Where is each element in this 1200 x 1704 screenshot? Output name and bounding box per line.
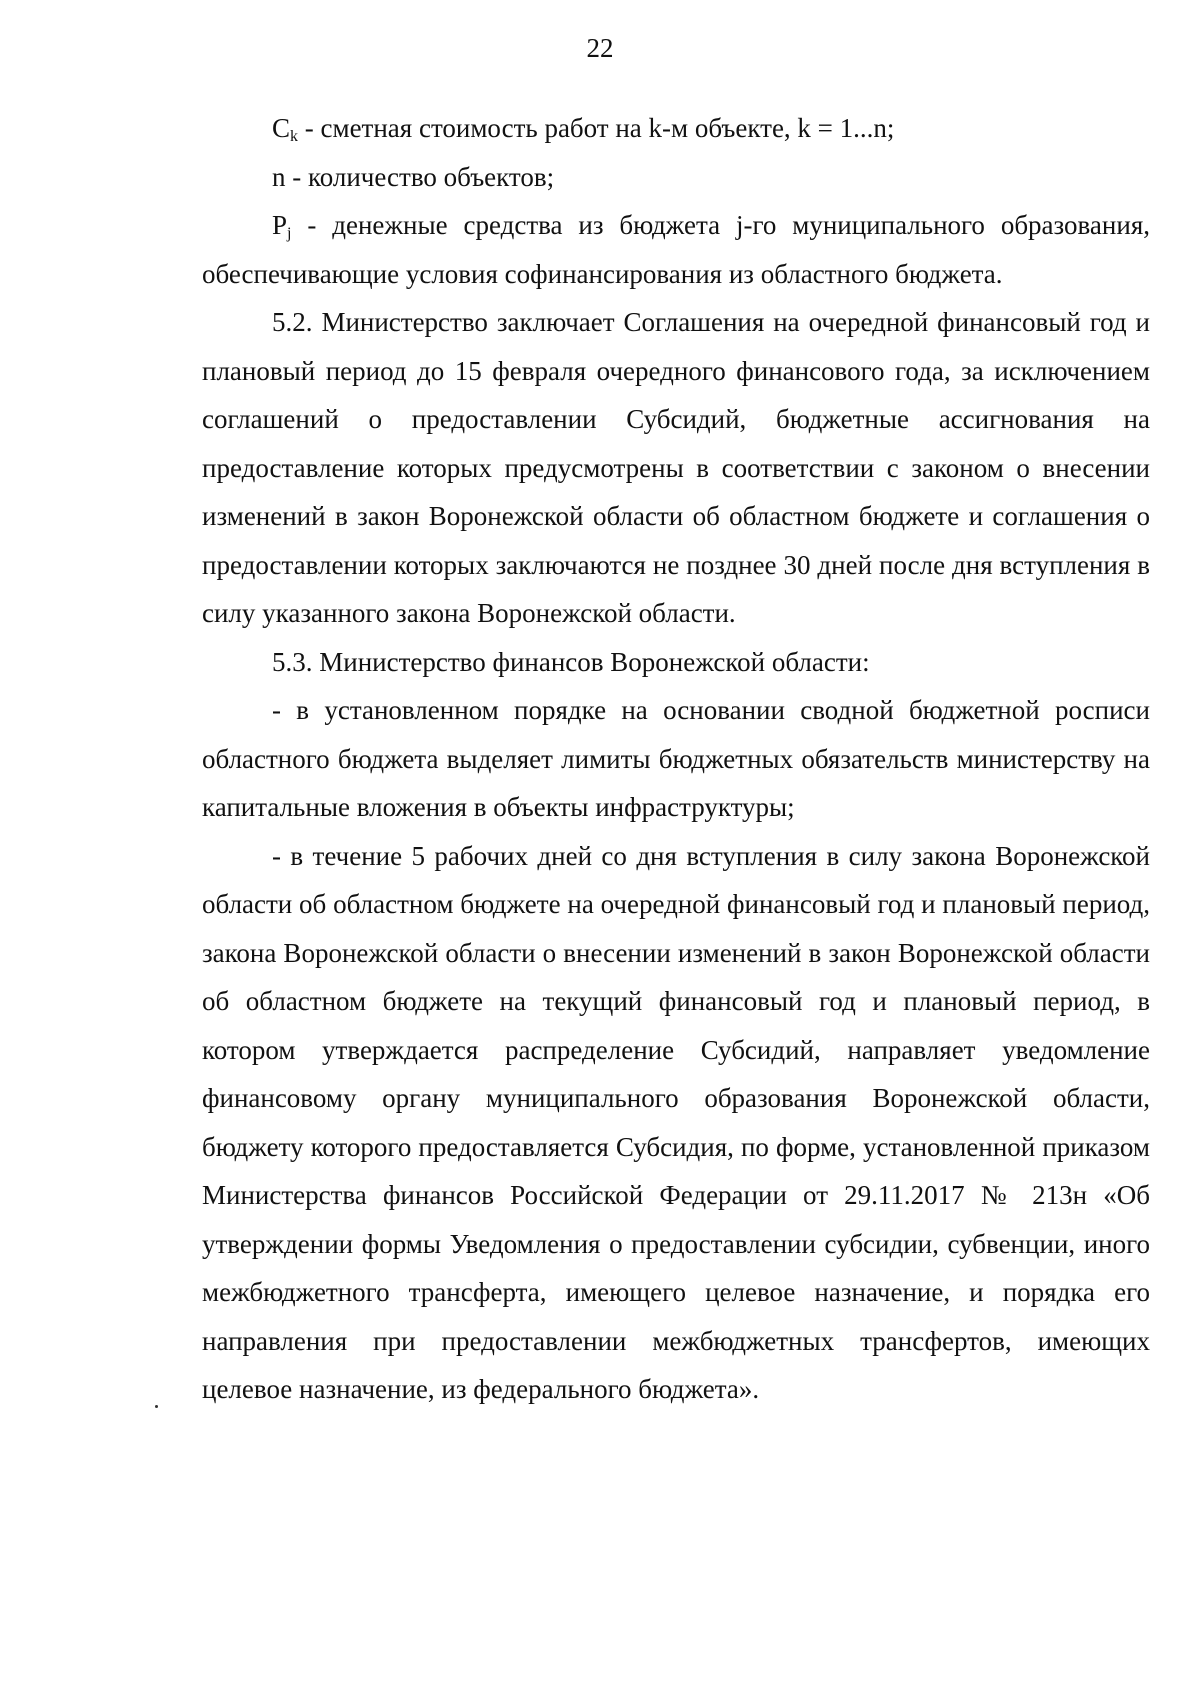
- subscript-k: k: [290, 128, 299, 145]
- definition-n: n - количество объектов;: [272, 161, 555, 192]
- symbol-c: C: [272, 113, 291, 143]
- definition-ck: [202, 104, 1150, 153]
- section-5-3-item-1: - в установленном порядке на основании сводной бюджетной росписи областного бюджета выделяет лимиты бюджетных обязательств министерству на капитальные вложения в объекты инфраструктуры;: [202, 695, 1150, 822]
- page-number: 22: [586, 33, 614, 63]
- symbol-p: P: [272, 210, 288, 240]
- definition-pj-text: - денежные средства из бюджета j-го муниципального образования, обеспечивающие условия софинансирования из областного бюджета.: [202, 210, 1150, 289]
- definition-pj: [202, 201, 1150, 298]
- definition-ck-text: - сметная стоимость работ на k-м объекте, k = 1...n;: [298, 113, 895, 143]
- scan-dot-mark: [155, 1405, 158, 1408]
- section-5-2: 5.2. Министерство заключает Соглашения на очередной финансовый год и плановый период до 15 февраля очередного финансового года, за исключением соглашений о предоставлении Субсидий, бюджетные ассигнования на предоставление которых предусмотрены в соответствии с законом о внесении изменений в закон Воронежской области об областном бюджете и соглашения о предоставлении которых заключаются не позднее 30 дней после дня вступления в силу указанного закона Воронежской области.: [202, 307, 1150, 628]
- section-5-3-item-2: - в течение 5 рабочих дней со дня вступления в силу закона Воронежской области об областном бюджете на очередной финансовый год и плановый период, закона Воронежской области о внесении изменений в закон Воронежской области об областном бюджете на текущий финансовый год и плановый период, в котором утверждается распределение Субсидий, направляет уведомление финансовому органу муниципального образования Воронежской области, бюджету которого предоставляется Субсидия, по форме, установленной приказом Министерства финансов Российской Федерации от 29.11.2017 № 213н «Об утверждении формы Уведомления о предоставлении субсидии, субвенции, иного межбюджетного трансферта, имеющего целевое назначение, и порядка его направления при предоставлении межбюджетных трансфертов, имеющих целевое назначение, из федерального бюджета».: [202, 840, 1150, 1404]
- document-body: [202, 104, 1150, 1414]
- subscript-j: j: [287, 225, 292, 242]
- section-5-3-heading: 5.3. Министерство финансов Воронежской области:: [272, 646, 870, 677]
